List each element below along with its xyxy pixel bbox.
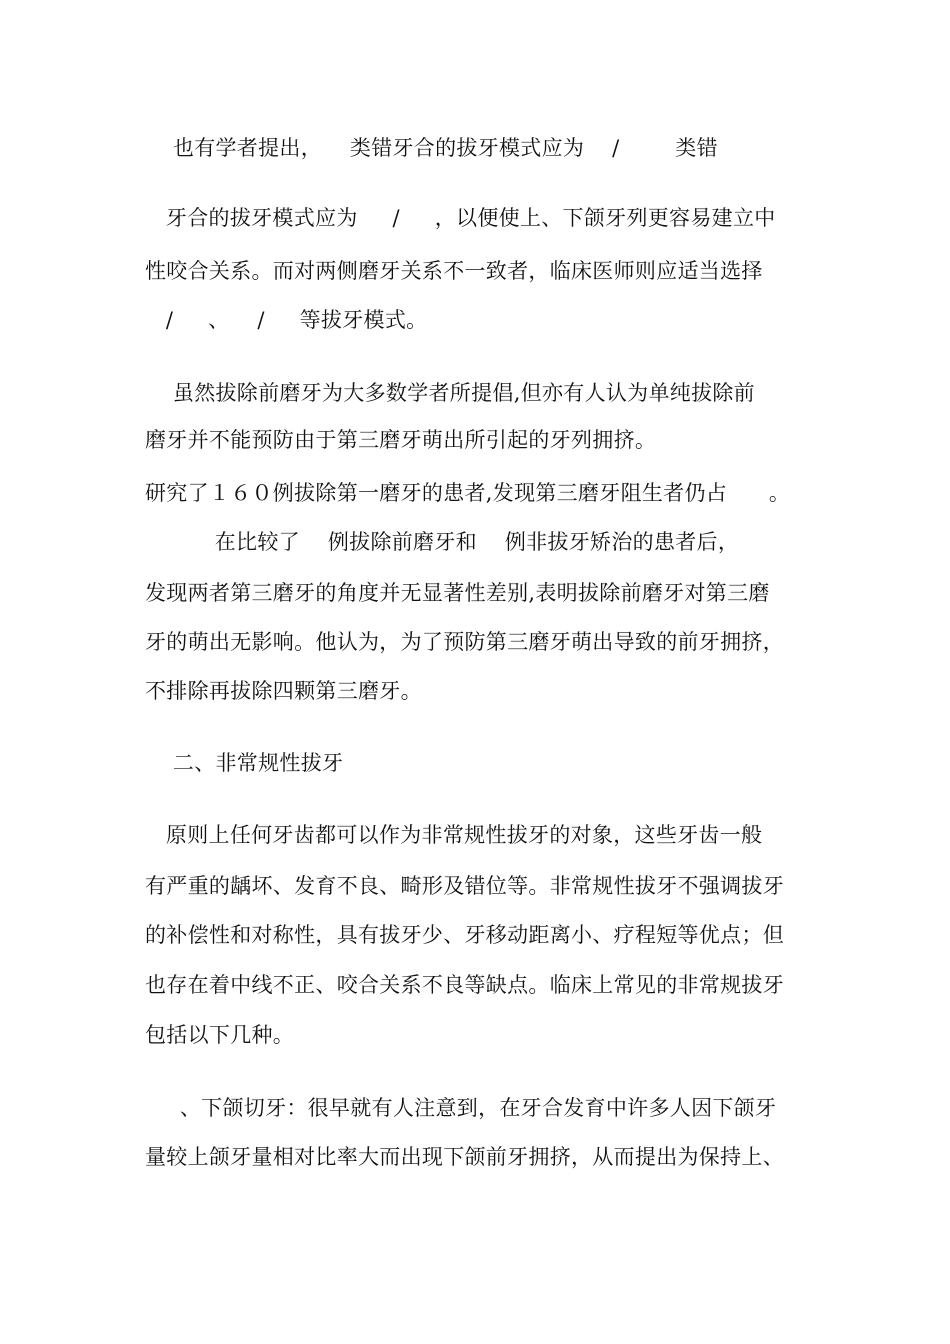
text-line: 牙合的拔牙模式应为 / ，以便使上、下颌牙列更容易建立中 <box>145 206 776 230</box>
text-line: 研究了１６０例拔除第一磨牙的患者,发现第三磨牙阻生者仍占 。 <box>145 481 791 505</box>
text-line: 原则上任何牙齿都可以作为非常规性拔牙的对象，这些牙齿一般 <box>145 823 763 847</box>
text-line: 的补偿性和对称性，具有拔牙少、牙移动距离小、疗程短等优点；但 <box>145 923 784 947</box>
text-line: 、下颌切牙：很早就有人注意到，在牙合发育中许多人因下颌牙 <box>145 1096 777 1120</box>
section-heading: 二、非常规性拔牙 <box>145 751 344 775</box>
text-line: 发现两者第三磨牙的角度并无显著性差别,表明拔除前磨牙对第三磨 <box>145 581 770 605</box>
text-line: 牙的萌出无影响。他认为，为了预防第三磨牙萌出导致的前牙拥挤， <box>145 630 784 654</box>
text-line: 虽然拔除前磨牙为大多数学者所提倡,但亦有人认为单纯拔除前 <box>145 381 755 405</box>
text-line: 在比较了 例拔除前磨牙和 例非拔牙矫治的患者后， <box>145 530 740 554</box>
text-line: 有严重的龋坏、发育不良、畸形及错位等。非常规性拔牙不强调拔牙 <box>145 874 784 898</box>
text-line: 也有学者提出， 类错牙合的拔牙模式应为 / 类错 <box>145 136 718 160</box>
text-line: 性咬合关系。而对两侧磨牙关系不一致者，临床医师则应适当选择 <box>145 259 763 283</box>
text-line: 不排除再拔除四颗第三磨牙。 <box>145 679 422 703</box>
text-line: 磨牙并不能预防由于第三磨牙萌出所引起的牙列拥挤。 <box>145 428 657 452</box>
text-line: / 、 / 等拔牙模式。 <box>145 308 428 332</box>
text-line: 也存在着中线不正、咬合关系不良等缺点。临床上常见的非常规拔牙 <box>145 973 784 997</box>
text-line: 量较上颌牙量相对比率大而出现下颌前牙拥挤，从而提出为保持上、 <box>145 1145 784 1169</box>
text-line: 包括以下几种。 <box>145 1023 295 1047</box>
